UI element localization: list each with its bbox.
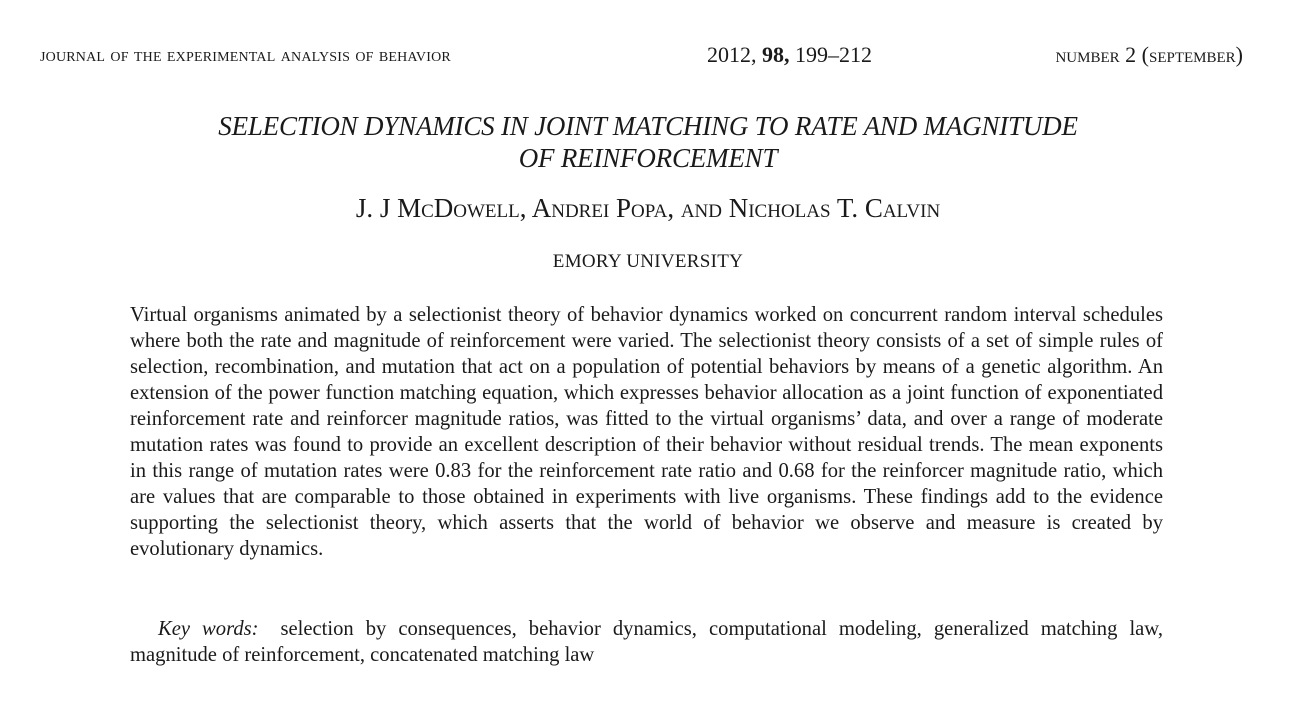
author-list: J. J McDowell, Andrei Popa, and Nicholas T. Calvin <box>355 193 941 223</box>
abstract: Virtual organisms animated by a selectionist theory of behavior dynamics worked on concurrent random interval schedules where both the rate and magnitude of reinforcement were varied. The selectionist theory consists of a set of simple rules of selection, recombination, and mutation that act on a population of potential behaviors by means of a genetic algorithm. An extension of the power function matching equation, which expresses behavior allocation as a joint function of exponentiated reinforcement rate and reinforcer magnitude ratios, was fitted to the virtual organisms’ data, and over a range of moderate mutation rates was found to provide an excellent description of their behavior without residual trends. The mean exponents in this range of mutation rates were 0.83 for the reinforcement rate ratio and 0.68 for the reinforcer magnitude ratio, which are values that are comparable to those obtained in experiments with live organisms. These findings add to the evidence supporting the selectionist theory, which asserts that the world of behavior we observe and measure is created by evolutionary dynamics. <box>130 304 1163 560</box>
page-range: 199–212 <box>795 42 872 67</box>
title-line-1: SELECTION DYNAMICS IN JOINT MATCHING TO RATE AND MAGNITUDE <box>218 111 1078 141</box>
title-line-2: OF REINFORCEMENT <box>518 143 778 173</box>
journal-name: journal of the experimental analysis of behavior <box>40 44 451 66</box>
keywords-label: Key words: <box>158 618 259 640</box>
issue-open-paren: ( <box>1141 42 1149 67</box>
number-label: number <box>1055 42 1120 67</box>
citation-info <box>707 40 872 70</box>
keywords-text: selection by consequences, behavior dynamics, computational modeling, generalized matching law, magnitude of reinforcement, concatenated matching law <box>130 618 1163 666</box>
issue-close-paren: ) <box>1235 42 1243 67</box>
issue-month: september <box>1148 42 1236 67</box>
running-head <box>40 40 1243 70</box>
publication-year: 2012, <box>707 42 757 67</box>
keywords <box>130 616 1163 668</box>
affiliation: EMORY UNIVERSITY <box>552 251 744 272</box>
issue-info <box>1055 40 1243 70</box>
volume-number: 98, <box>762 42 790 67</box>
number-value: 2 <box>1125 42 1137 67</box>
paper-title <box>100 110 1196 174</box>
